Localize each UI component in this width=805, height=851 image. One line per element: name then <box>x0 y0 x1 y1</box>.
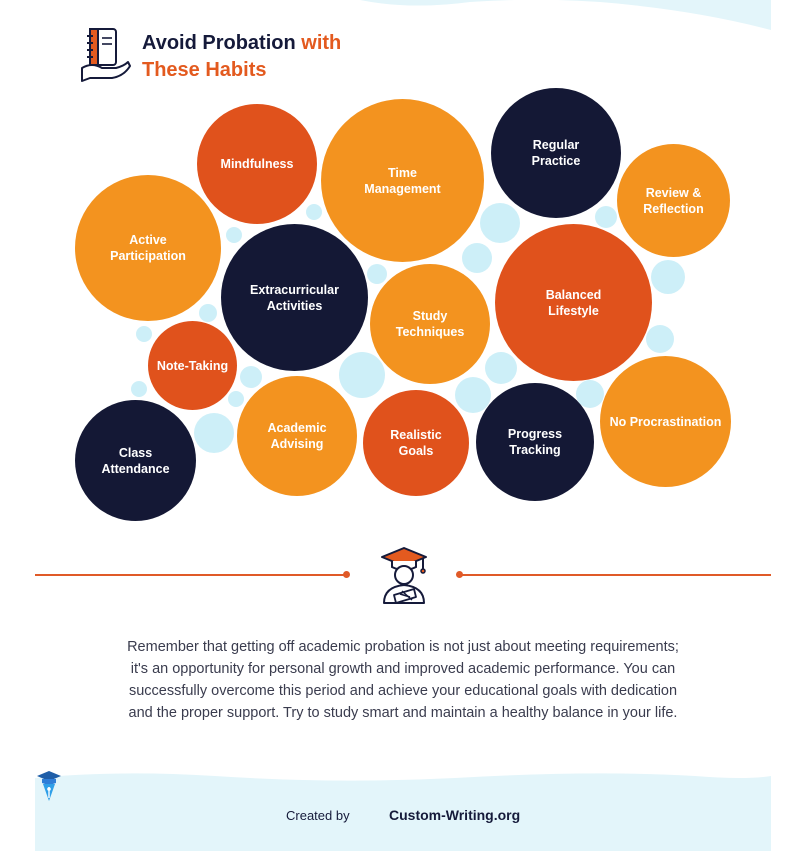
decorative-dot <box>136 326 152 342</box>
brand-link[interactable]: Custom-Writing.org <box>389 807 521 823</box>
bubble-label: Balanced Lifestyle <box>545 287 602 318</box>
bubble-extracurricular-activities <box>221 224 368 371</box>
bubble-label: Note-Taking <box>156 358 229 373</box>
divider-line-right <box>460 574 771 576</box>
page-title: Avoid Probation with These Habits <box>142 32 342 81</box>
bubble-label: Study Techniques <box>395 309 465 339</box>
bubble-class-attendance <box>75 400 196 521</box>
bubble-label: Academic Advising <box>267 421 327 451</box>
bubble-progress-tracking <box>476 383 594 501</box>
bubble-label: Class Attendance <box>101 445 170 476</box>
bubble-no-procrastination <box>600 356 731 487</box>
bubble-study-techniques <box>370 264 490 384</box>
bubble-balanced-lifestyle <box>495 224 652 381</box>
fountain-pen-graduation-cap-icon <box>35 770 63 802</box>
decorative-dot <box>228 391 244 407</box>
graduate-student-icon <box>376 545 432 605</box>
decorative-dot <box>480 203 520 243</box>
bubble-label: Review & Reflection <box>643 185 704 216</box>
decorative-dot <box>306 204 322 220</box>
bubble-label: Regular Practice <box>531 138 581 168</box>
decorative-dot <box>131 381 147 397</box>
decorative-dot <box>339 352 385 398</box>
decorative-dot <box>651 260 685 294</box>
bubble-label: Realistic Goals <box>390 428 442 458</box>
bubble-review-reflection <box>617 144 730 257</box>
bubble-realistic-goals <box>363 390 469 496</box>
summary-paragraph: Remember that getting off academic probation is not just about meeting requirements; it's an opportunity for personal growth and improved academic performance. You can successfully overcome this period and achieve your educational goals with dedication and the proper support. Try to study smart and maintain a healthy balance in your life. <box>127 639 679 721</box>
bubble-label: Mindfulness <box>220 157 294 171</box>
bubble-active-participation <box>75 175 221 321</box>
bubble-time-management <box>321 99 484 262</box>
decorative-dot <box>240 366 262 388</box>
bubble-regular-practice <box>491 88 621 218</box>
decorative-dot <box>199 304 217 322</box>
decorative-dot <box>646 325 674 353</box>
decorative-dot <box>226 227 242 243</box>
bubble-note-taking <box>148 321 237 410</box>
decorative-dot <box>462 243 492 273</box>
divider-line-left <box>35 574 347 576</box>
bubble-mindfulness <box>197 104 317 224</box>
footer <box>35 770 771 851</box>
bubble-label: No Procrastination <box>609 414 722 429</box>
created-by-label: Created by <box>286 808 350 823</box>
bubble-label: Progress Tracking <box>507 427 563 457</box>
bubble-label: Extracurricular Activities <box>250 282 339 313</box>
divider-dot-left <box>343 571 350 578</box>
bubble-label: Time Management <box>364 165 441 196</box>
notebook-in-hand-icon <box>78 26 132 84</box>
decorative-dot <box>194 413 234 453</box>
bubble-label: Active Participation <box>110 233 186 263</box>
decorative-dot <box>595 206 617 228</box>
decorative-dot <box>485 352 517 384</box>
decorative-dot <box>367 264 387 284</box>
bubble-academic-advising <box>237 376 357 496</box>
